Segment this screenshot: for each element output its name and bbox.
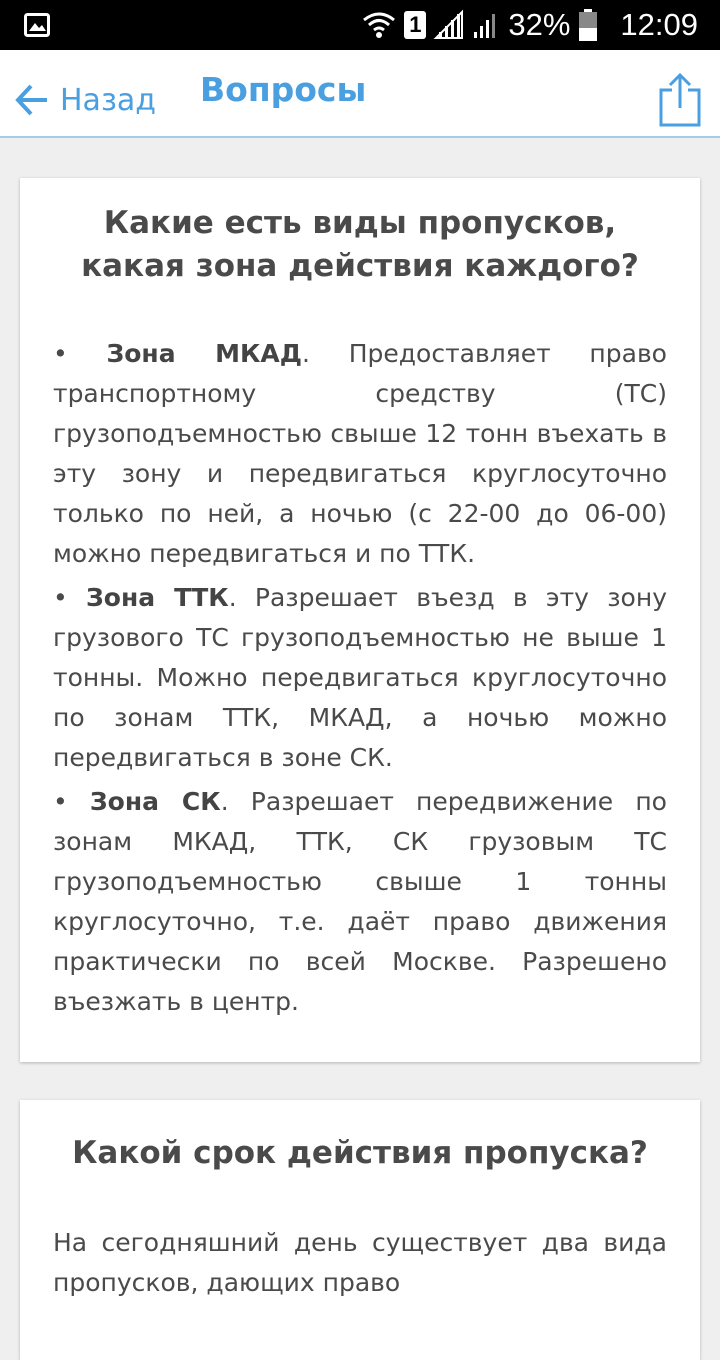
answer-paragraph: На сегодняшний день существует два вида пропусков, дающих право [53,1228,667,1297]
page-title: Вопросы [200,70,367,109]
battery-percent: 32% [508,7,571,42]
questions-list[interactable] [0,138,720,1297]
sim-slot-icon: 1 [404,11,426,39]
back-button[interactable] [14,76,156,124]
question-card [20,178,700,1062]
zone-term: Зона МКАД [106,339,303,368]
share-icon[interactable] [658,72,702,128]
wifi-icon [362,10,396,40]
answer-paragraph: • Зона ТТК. Разрешает въезд в эту зону грузового ТС грузоподъемностью не выше 1 тонны. Можно передвигаться круглосуточно по зонам ТТК, МКАД, а ночью можно передвигаться в зоне СК. [53,583,667,772]
question-card [20,1100,700,1360]
answer-paragraph: • Зона МКАД. Предоставляет право транспортному средству (ТС) грузоподъемностью свыше 12 тонн въехать в эту зону и передвигаться круглосуточно только по ней, а ночью (с 22-00 до 06-00) можно передвигаться и по ТТК. [53,339,667,568]
status-bar [0,0,720,50]
answer-paragraph: • Зона СК. Разрешает передвижение по зонам МКАД, ТТК, СК грузовым ТС грузоподъемностью свыше 1 тонны круглосуточно, т.е. даёт право движения практически по всей Москве. Разрешено въезжать в центр. [53,787,667,1016]
zone-term: Зона СК [89,787,221,816]
signal-icon-1 [434,10,464,40]
question-title: Какие есть виды пропусков, какая зона действия каждого? [81,205,639,284]
gallery-notification-icon [24,13,50,37]
question-title: Какой срок действия пропуска? [72,1135,648,1171]
arrow-left-icon [14,82,50,118]
signal-icon-2 [472,10,500,40]
battery-icon [578,8,598,42]
status-icons [362,0,698,50]
app-bar [0,50,720,138]
back-label: Назад [60,82,157,118]
clock: 12:09 [620,7,698,42]
zone-term: Зона ТТК [86,583,229,612]
